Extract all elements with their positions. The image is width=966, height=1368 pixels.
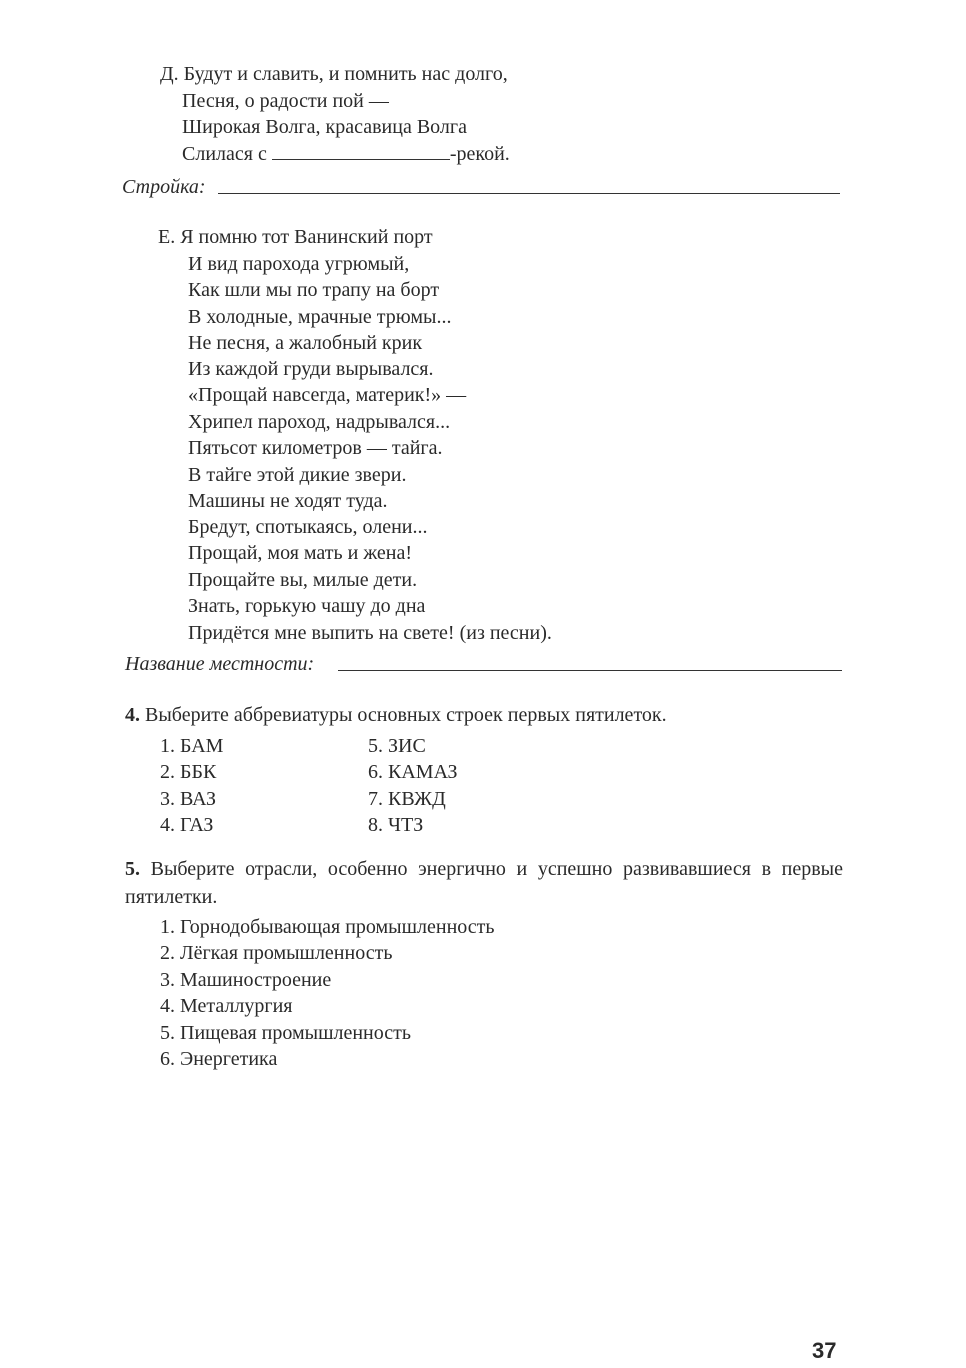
page-number: 37 bbox=[812, 1338, 837, 1363]
q5-option[interactable]: 4. Металлургия bbox=[160, 995, 293, 1017]
question-5-text: Выберите отрасли, особенно энергично и успешно развивавшиеся в первые пятилетки. bbox=[125, 858, 843, 908]
verse-d-line-4-end: -рекой. bbox=[449, 143, 510, 165]
question-4-text: Выберите аббревиатуры основных строек первых пятилеток. bbox=[140, 704, 667, 726]
verse-e-line: В холодные, мрачные трюмы... bbox=[188, 306, 452, 328]
q5-option[interactable]: 1. Горнодобывающая промышленность bbox=[160, 916, 495, 938]
q4-option[interactable]: 6. КАМАЗ bbox=[368, 761, 458, 783]
verse-d-line-4 bbox=[182, 141, 510, 167]
q5-option[interactable]: 6. Энергетика bbox=[160, 1048, 278, 1070]
verse-e-line: Не песня, а жалобный крик bbox=[188, 332, 423, 354]
q5-option[interactable]: 2. Лёгкая промышленность bbox=[160, 942, 393, 964]
q4-option[interactable]: 3. ВАЗ bbox=[160, 788, 217, 810]
q4-option[interactable]: 1. БАМ bbox=[160, 735, 224, 757]
verse-e-line: Машины не ходят туда. bbox=[188, 490, 388, 512]
verse-d-line-4-start: Слилася с bbox=[182, 143, 272, 165]
verse-d-line-2: Песня, о радости пой — bbox=[182, 90, 389, 112]
verse-e-line: «Прощай навсегда, материк!» — bbox=[188, 384, 467, 406]
verse-e-line: Из каждой груди вырывался. bbox=[188, 358, 434, 380]
question-5-number: 5. bbox=[125, 858, 140, 880]
verse-e-line: Бредут, спотыкаясь, олени... bbox=[188, 516, 428, 538]
q5-option[interactable]: 5. Пищевая промышленность bbox=[160, 1022, 411, 1044]
verse-e-line: Знать, горькую чашу до дна bbox=[188, 595, 426, 617]
q4-option[interactable]: 4. ГАЗ bbox=[160, 814, 214, 836]
verse-e-line: Пятьсот километров — тайга. bbox=[188, 437, 443, 459]
verse-d-line-3: Широкая Волга, красавица Волга bbox=[182, 116, 467, 138]
verse-e-line: Как шли мы по трапу на борт bbox=[188, 279, 440, 301]
q5-option[interactable]: 3. Машиностроение bbox=[160, 969, 332, 991]
q4-option[interactable]: 2. ББК bbox=[160, 761, 217, 783]
question-4 bbox=[125, 702, 667, 728]
river-blank[interactable] bbox=[272, 141, 450, 160]
q4-option[interactable]: 5. ЗИС bbox=[368, 735, 426, 757]
verse-e-line: Хрипел пароход, надрывался... bbox=[188, 411, 451, 433]
place-label: Название местности: bbox=[125, 653, 315, 675]
question-5 bbox=[125, 855, 843, 911]
question-4-number: 4. bbox=[125, 704, 140, 726]
verse-e-line: Придётся мне выпить на свете! (из песни). bbox=[188, 622, 552, 644]
place-answer-line[interactable] bbox=[338, 670, 842, 671]
stroika-answer-line[interactable] bbox=[218, 193, 840, 194]
verse-d-line-1: Д. Будут и славить, и помнить нас долго, bbox=[160, 63, 508, 85]
stroika-label: Стройка: bbox=[122, 176, 206, 198]
q4-option[interactable]: 8. ЧТЗ bbox=[368, 814, 424, 836]
q4-option[interactable]: 7. КВЖД bbox=[368, 788, 446, 810]
verse-e-line: Е. Я помню тот Ванинский порт bbox=[158, 226, 433, 248]
verse-e-line: В тайге этой дикие звери. bbox=[188, 464, 407, 486]
verse-e-line: И вид парохода угрюмый, bbox=[188, 253, 410, 275]
verse-e-line: Прощай, моя мать и жена! bbox=[188, 542, 413, 564]
verse-e-line: Прощайте вы, милые дети. bbox=[188, 569, 418, 591]
